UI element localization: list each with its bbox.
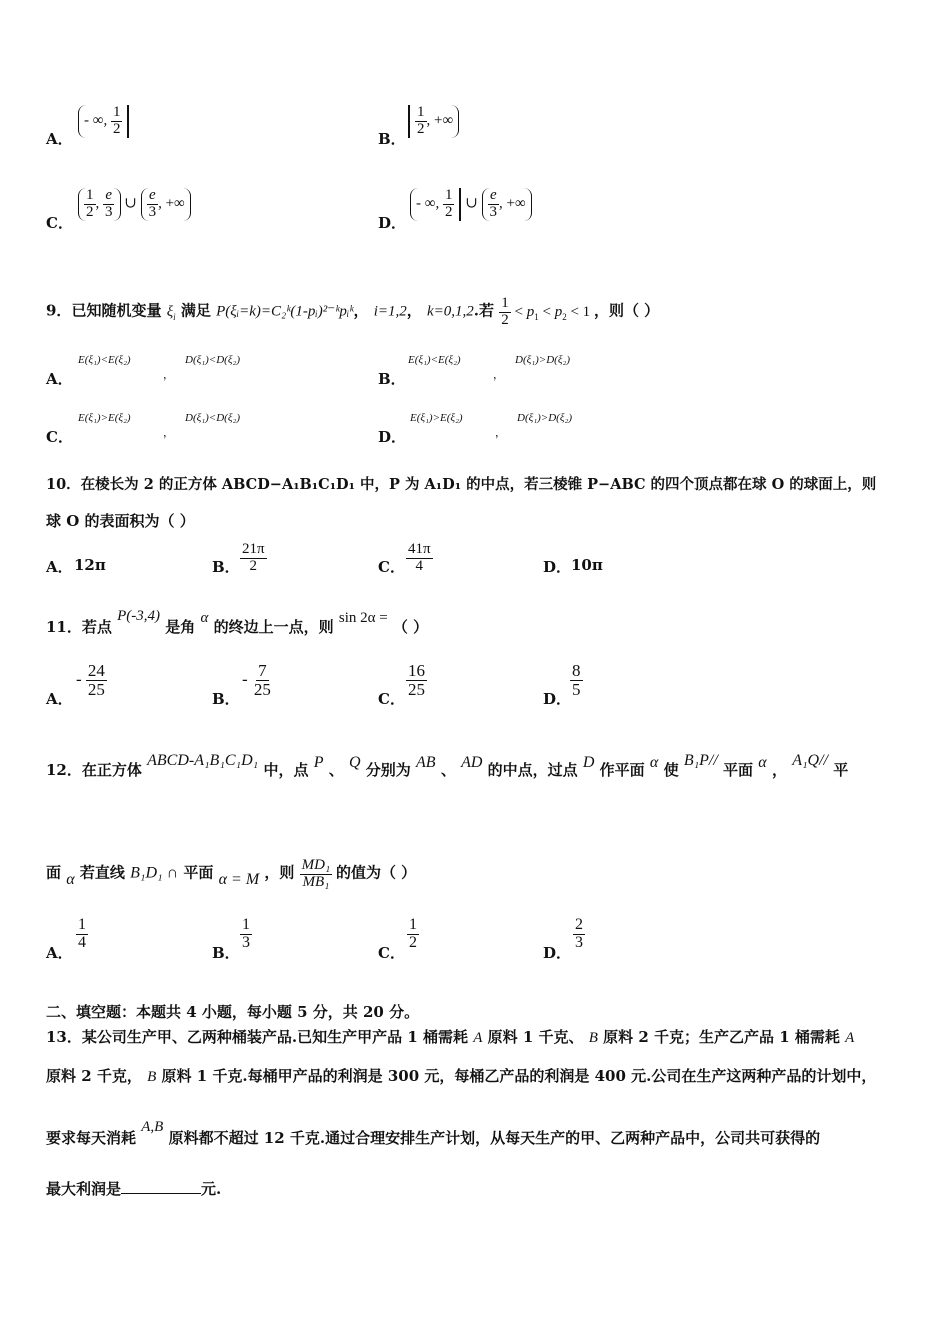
- q11-option-d-label: D．: [543, 690, 572, 708]
- q8-option-a-label: A．: [46, 130, 73, 148]
- q8-option-d-label: D．: [378, 214, 407, 232]
- q10-option-c-label: C．: [378, 558, 405, 576]
- q12-option-c-label: C．: [378, 944, 405, 962]
- q8-option-c-formula: $\frac{1}{2}$ , $\frac{e}{3}$ ∪ $\frac{e}{3}$ , +∞: [78, 188, 191, 221]
- q10-option-d: 10π: [571, 556, 603, 574]
- q9-option-d-d: D(ξ₁)>D(ξ₂): [517, 412, 573, 424]
- q11-option-a-label: A．: [46, 690, 73, 708]
- q9-option-a-d: D(ξ₁)<D(ξ₂): [185, 354, 241, 366]
- q9-option-c-e: E(ξ₁)>E(ξ₂): [78, 412, 131, 424]
- q10-option-a-label: A．: [46, 558, 73, 576]
- q13-line2: 原料 2 千克， B 原料 1 千克.每桶甲产品的利润是 300 元，每桶乙产品的利润是 400 元.公司在生产这两种产品的计划中，: [46, 1067, 877, 1085]
- q12-option-a-label: A．: [46, 944, 73, 962]
- q12-option-c: $\frac{1}{2}$: [409, 916, 417, 951]
- section-2-heading: 二、填空题：本题共 4 小题，每小题 5 分，共 20 分。: [46, 1003, 420, 1021]
- q8-option-d-formula: - ∞, $\frac{1}{2}$ ∪ $\frac{e}{3}$ , +∞: [410, 188, 532, 221]
- q13-line1: 13．某公司生产甲、乙两种桶装产品.已知生产甲产品 1 桶需耗 A 原料 1 千克、 B 原料 2 千克；生产乙产品 1 桶需耗 A: [46, 1028, 855, 1046]
- q11-expr: sin 2α =: [338, 610, 388, 626]
- q10-option-b: $\frac{21\pi}{2}$: [242, 541, 265, 574]
- q10-option-c: $\frac{41\pi}{4}$: [408, 541, 431, 574]
- q11-stem: 11．若点 P(-3,4) 是角 α 的终边上一点，则 sin 2α = （ ）: [46, 608, 429, 636]
- q9-option-b-d: D(ξ₁)>D(ξ₂): [515, 354, 571, 366]
- q12-option-d-label: D．: [543, 944, 572, 962]
- q12-stem-line1: 12．在正方体 ABCD-A₁B₁C₁D₁ 中，点 P 、 Q 分别为 AB 、 AD 的中点，过点 D 作平面 α 使 B₁P// 平面 α ， A₁Q// 平: [46, 752, 849, 779]
- q8-option-b-formula: $\frac{1}{2}$ , +∞: [408, 105, 459, 138]
- q9-condition: $\frac{1}{2}$ < $p_1 < p_2 < 1$: [501, 295, 594, 328]
- q10-option-a: 12π: [74, 556, 106, 574]
- q12-option-d: $\frac{2}{3}$: [575, 916, 583, 951]
- q8-option-b-label: B．: [378, 130, 406, 148]
- q11-option-d: $\frac{8}{5}$: [572, 661, 581, 699]
- q9-option-d-e: E(ξ₁)>E(ξ₂): [410, 412, 463, 424]
- q11-option-b-label: B．: [212, 690, 240, 708]
- q13-line3: 要求每天消耗 A,B 原料都不超过 12 千克.通过合理安排生产计划，从每天生产的甲、乙两种产品中，公司共可获得的: [46, 1119, 821, 1147]
- q11-option-c-label: C．: [378, 690, 405, 708]
- q8-option-c-label: C．: [46, 214, 73, 232]
- q12-option-b-label: B．: [212, 944, 240, 962]
- q9-option-c-label: C．: [46, 428, 73, 446]
- q9-option-b-label: B．: [378, 370, 406, 388]
- q9-cond-k: k=0,1,2: [427, 303, 474, 320]
- q8-option-a-formula: - ∞, $\frac{1}{2}$: [78, 105, 129, 138]
- q9-formula: P(ξᵢ=k)=C₂ᵏ(1-pᵢ)²⁻ᵏpᵢᵏ: [216, 303, 354, 320]
- q9-option-c-d: D(ξ₁)<D(ξ₂): [185, 412, 241, 424]
- q9-option-a-label: A．: [46, 370, 73, 388]
- q12-stem-line2: 面 α 若直线 B₁D₁ ∩ 平面 α = M ，则 $\frac{\text{MD₁}}{\text{MB₁}}$ 的值为（ ）: [46, 857, 417, 890]
- q10-stem-line1: 10．在棱长为 2 的正方体 ABCD−A₁B₁C₁D₁ 中，P 为 A₁D₁ 的中点，若三棱锥 P−ABC 的四个顶点都在球 O 的球面上，则: [46, 476, 877, 493]
- q12-option-a: $\frac{1}{4}$: [78, 916, 86, 951]
- q9-cond-i: i=1,2: [373, 303, 407, 320]
- q11-option-b: - $\frac{7}{25}$: [242, 661, 271, 699]
- q11-option-c: $\frac{16}{25}$: [408, 661, 425, 699]
- q9-option-d-label: D．: [378, 428, 407, 446]
- q12-ratio: $\frac{\text{MD₁}}{\text{MB₁}}$: [301, 857, 331, 890]
- q12-option-b: $\frac{1}{3}$: [242, 916, 250, 951]
- answer-blank[interactable]: [121, 1193, 201, 1194]
- q11-point: P(-3,4): [117, 608, 161, 624]
- q9-option-b-e: E(ξ₁)<E(ξ₂): [408, 354, 461, 366]
- q13-line4: 最大利润是 元.: [46, 1180, 222, 1198]
- q10-option-b-label: B．: [212, 558, 240, 576]
- q10-stem-line2: 球 O 的表面积为（ ）: [46, 512, 195, 530]
- q9-option-a-e: E(ξ₁)<E(ξ₂): [78, 354, 131, 366]
- q11-option-a: - $\frac{24}{25}$: [76, 661, 105, 699]
- q10-option-d-label: D．: [543, 558, 572, 576]
- q9-stem: 9．已知随机变量 $\xi_i$ 满足 P(ξᵢ=k)=C₂ᵏ(1-pᵢ)²⁻ᵏpᵢᵏ， i=1,2， k=0,1,2.若 $\frac{1}{2}$ < $p_1 < p_2 < 1$ ，则（ ）: [46, 295, 660, 328]
